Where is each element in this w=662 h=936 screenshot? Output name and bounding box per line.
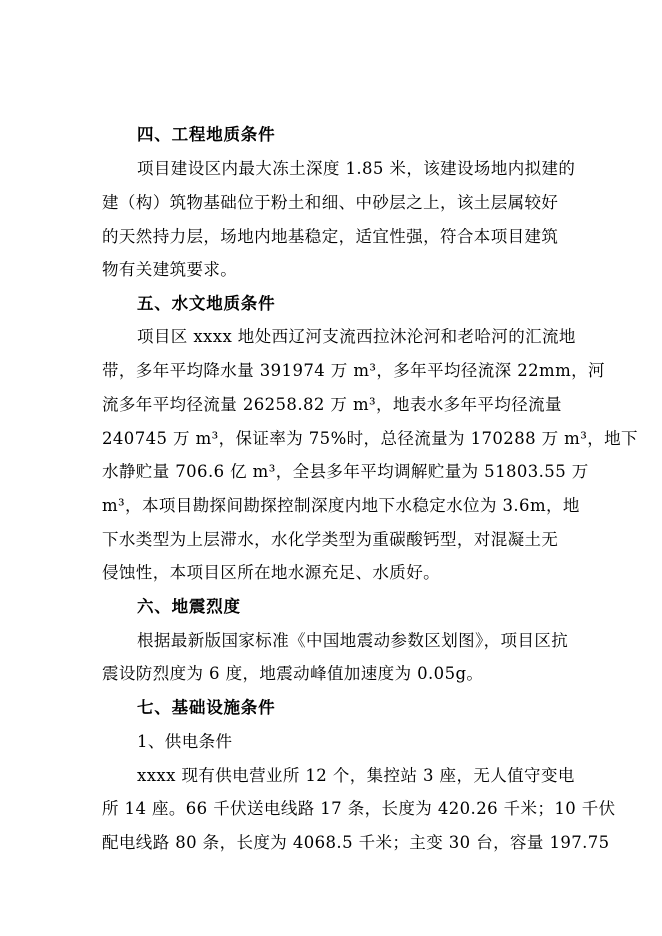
paragraph-line: 水静贮量 706.6 亿 m³，全县多年平均调解贮量为 51803.55 万 <box>102 462 589 481</box>
paragraph-line: m³，本项目勘探间勘探控制深度内地下水稳定水位为 3.6m，地 <box>102 496 580 515</box>
paragraph-line: 240745 万 m³，保证率为 75%时，总径流量为 170288 万 m³，地下 <box>102 429 638 448</box>
paragraph-line: 物有关建筑要求。 <box>102 260 238 279</box>
paragraph-line: 带，多年平均降水量 391974 万 m³，多年平均径流深 22mm，河 <box>102 361 605 380</box>
paragraph-line: 侵蚀性，本项目区所在地水源充足、水质好。 <box>102 563 440 582</box>
section-heading-infrastructure: 七、基础设施条件 <box>137 698 276 717</box>
paragraph-line: 根据最新版国家标准《中国地震动参数区划图》，项目区抗 <box>137 631 569 650</box>
paragraph-line: 流多年平均径流量 26258.82 万 m³，地表水多年平均径流量 <box>102 395 562 414</box>
section-heading-geology: 四、工程地质条件 <box>137 125 276 144</box>
paragraph-line: 配电线路 80 条，长度为 4068.5 千米；主变 30 台，容量 197.75 <box>102 833 610 852</box>
section-heading-seismic: 六、地震烈度 <box>137 597 241 616</box>
paragraph-line: 的天然持力层，场地内地基稳定，适宜性强，符合本项目建筑 <box>102 227 559 246</box>
paragraph-line: xxxx 现有供电营业所 12 个，集控站 3 座，无人值守变电 <box>137 766 575 785</box>
paragraph-line: 项目区 xxxx 地处西辽河支流西拉沐沦河和老哈河的汇流地 <box>137 327 576 346</box>
section-heading-hydrology: 五、水文地质条件 <box>137 294 276 313</box>
paragraph-line: 下水类型为上层滞水，水化学类型为重碳酸钙型，对混凝土无 <box>102 530 559 549</box>
paragraph-line: 震设防烈度为 6 度，地震动峰值加速度为 0.05g。 <box>102 664 484 683</box>
paragraph-line: 建（构）筑物基础位于粉土和细、中砂层之上，该土层属较好 <box>102 193 559 212</box>
paragraph-line: 所 14 座。66 千伏送电线路 17 条，长度为 420.26 千米；10 千伏 <box>102 799 616 818</box>
subsection-heading-power: 1、供电条件 <box>137 732 233 751</box>
paragraph-line: 项目建设区内最大冻土深度 1.85 米，该建设场地内拟建的 <box>137 159 576 178</box>
